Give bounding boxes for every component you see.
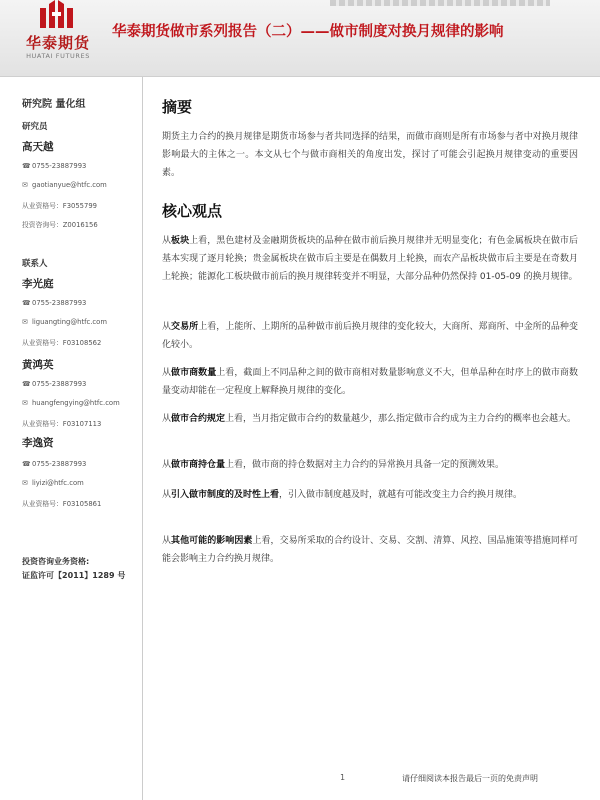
core-point: 从做市商持仓量上看，做市商的持仓数据对主力合约的异常换月具备一定的预测效果。 (162, 460, 505, 470)
researcher-email[interactable]: ✉ gaotianyue@htfc.com (22, 181, 107, 189)
contact-cert: 从业资格号：F03108562 (22, 339, 102, 347)
abstract-text: 期货主力合约的换月规律是期货市场参与者共同选择的结果，而做市商则是所有市场参与者中对换月规律影响最大的主体之一。本文从七个与做市商相关的角度出发，探讨了可能会引起换月规律变动的重要因素。 (162, 132, 578, 178)
contact-cert: 从业资格号：F03105861 (22, 500, 102, 508)
logo-chinese-name: 华泰期货 (25, 34, 90, 52)
email-icon: ✉ (22, 399, 28, 407)
logo-english-name: HUATAI FUTURES (26, 52, 90, 60)
contact-phone: ☎0755-23887993 (22, 460, 87, 468)
researcher-cert: 从业资格号：F3055799 (22, 202, 97, 210)
contact-email[interactable]: ✉ huangfengying@htfc.com (22, 399, 120, 407)
report-header (0, 0, 600, 77)
phone-icon: ☎ (22, 299, 31, 307)
contacts-label: 联系人 (22, 259, 48, 269)
phone-icon: ☎ (22, 380, 31, 388)
email-icon: ✉ (22, 318, 28, 326)
core-point: 从做市合约规定上看，当月指定做市合约的数量越少，那么指定做市合约成为主力合约的概率也会越大。 (162, 414, 577, 424)
contact-email[interactable]: ✉ liyizi@htfc.com (22, 479, 84, 487)
contact-name: 黄鸿英 (22, 359, 54, 371)
author-sidebar (0, 77, 143, 800)
email-icon: ✉ (22, 479, 28, 487)
contact-name: 李逸资 (22, 437, 54, 449)
core-point: 从做市商数量上看，截面上不同品种之间的做市商相对数量影响意义不大，但单品种在时序上的做市商数量变动却能在一定程度上解释换月规律的变化。 (162, 368, 578, 396)
phone-icon: ☎ (22, 162, 31, 170)
contact-phone: ☎0755-23887993 (22, 380, 87, 388)
logo-mark-icon (38, 0, 78, 30)
contact-phone: ☎0755-23887993 (22, 299, 87, 307)
contact-email[interactable]: ✉ liguangting@htfc.com (22, 318, 107, 326)
license-label: 投资咨询业务资格: (22, 557, 90, 566)
core-views-heading: 核心观点 (162, 202, 223, 220)
researchers-label: 研究员 (22, 122, 48, 132)
header-top-strip (330, 0, 550, 6)
core-point: 从板块上看，黑色建材及金融期货板块的品种在做市前后换月规律并无明显变化；有色金属板块在做市后基本实现了逐月轮换；贵金属板块在做市后主要是在偶数月上轮换，而农产品板块做市后主要是在奇数月上轮换；能源化工板块做市前后的换月规律转变并不明显，大部分品种仍然保持 01-05-09 的换月规律。 (162, 236, 578, 282)
core-point: 从其他可能的影响因素上看，交易所采取的合约设计、交易、交割、清算、风控、国品施策等措施同样可能会影响主力合约换月规律。 (162, 536, 578, 564)
contact-cert: 从业资格号：F03107113 (22, 420, 102, 428)
researcher-phone: ☎0755-23887993 (22, 162, 87, 170)
department: 研究院 量化组 (22, 99, 86, 110)
disclaimer-note: 请仔细阅读本报告最后一页的免责声明 (402, 774, 538, 783)
phone-icon: ☎ (22, 460, 31, 468)
license-number: 证监许可【2011】1289 号 (22, 571, 126, 580)
page-number: 1 (340, 773, 346, 782)
report-title: 华泰期货做市系列报告（二）——做市制度对换月规律的影响 (112, 24, 504, 40)
researcher-name: 高天越 (22, 141, 54, 153)
huatai-logo (16, 0, 100, 64)
abstract-heading: 摘要 (162, 98, 193, 116)
researcher-advisor-id: 投资咨询号：Z0016156 (22, 221, 98, 229)
core-point: 从交易所上看，上能所、上期所的品种做市前后换月规律的变化较大，大商所、郑商所、中金所的品种变化较小。 (162, 322, 578, 350)
email-icon: ✉ (22, 181, 28, 189)
license-info (22, 555, 125, 583)
core-point: 从引入做市制度的及时性上看，引入做市制度越及时，就越有可能改变主力合约换月规律。 (162, 490, 523, 500)
contact-name: 李光庭 (22, 278, 54, 290)
